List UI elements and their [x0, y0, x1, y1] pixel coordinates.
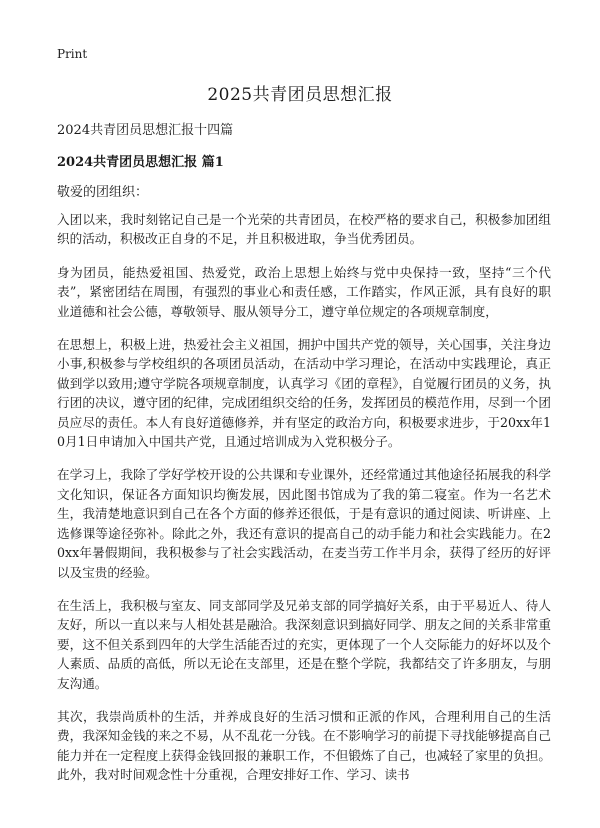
- document-body: [57, 210, 551, 799]
- paragraph: 在思想上，积极上进，热爱社会主义祖国，拥护中国共产党的领导，关心国事，关注身边小事,积极参与学校组织的各项团员活动，在活动中学习理论，在活动中实践理论，真正做到学以致用;遵守学院各项规章制度，认真学习《团的章程》，自觉履行团员的义务，执行团的决议，遵守团的纪律，完成团组织交给的任务，发挥团员的模范作用，尽到一个团员应尽的责任。本人有良好道德修养，并有坚定的政治方向，积极要求进步，于20xx年10月1日申请加入中国共产党，且通过培训成为入党积极分子。: [57, 337, 551, 450]
- paragraph: 在学习上，我除了学好学校开设的公共课和专业课外，还经常通过其他途径拓展我的科学文化知识，保证各方面知识均衡发展，因此图书馆成为了我的第二寝室。作为一名艺术生，我清楚地意识到自己在各个方面的修养还很低，于是有意识的通过阅读、听讲座、上选修课等途径弥补。除此之外，我还有意识的提高自己的动手能力和社会实践能力。在20xx年暑假期间，我积极参与了社会实践活动，在麦当劳工作半月余，获得了经历的好评以及宝贵的经验。: [57, 467, 551, 580]
- salutation: 敬爱的团组织：: [57, 185, 149, 200]
- paragraph: 其次，我崇尚质朴的生活，并养成良好的生活习惯和正派的作风，合理利用自己的生活费，我深知金钱的来之不易，从不乱花一分钱。在不影响学习的前提下寻找能够提高自己能力并在一定程度上获得金钱回报的兼职工作，不但锻炼了自己，也减轻了家里的负担。此外，我对时间观念性十分重视，合理安排好工作、学习、读书: [57, 708, 551, 783]
- paragraph: 入团以来，我时刻铭记自己是一个光荣的共青团员，在校严格的要求自己，积极参加团组织的活动，积极改正自身的不足，并且积极进取，争当优秀团员。: [57, 212, 551, 247]
- print-link[interactable]: Print: [57, 47, 88, 61]
- paragraph: 身为团员，能热爱祖国、热爱党，政治上思想上始终与党中央保持一致，坚持“三个代表”，紧密团结在周围，有强烈的事业心和责任感，工作踏实，作风正派，具有良好的职业道德和社会公德，尊敬领导、服从领导分工，遵守单位规定的各项规章制度，: [57, 264, 551, 319]
- page-title: 2025共青团员思想汇报: [207, 85, 393, 105]
- document-subtitle: 2024共青团员思想汇报十四篇: [57, 123, 234, 138]
- paragraph: 在生活上，我积极与室友、同支部同学及兄弟支部的同学搞好关系，由于平易近人、待人友好，所以一直以来与人相处甚是融洽。我深刻意识到搞好同学、朋友之间的关系非常重要，这不但关系到四年的大学生活能否过的充实，更体现了一个人交际能力的好坏以及个人素质、品质的高低，所以无论在支部里，还是在整个学院，我都结交了许多朋友，与朋友沟通。: [57, 597, 551, 691]
- section-heading: 2024共青团员思想汇报 篇1: [57, 155, 224, 170]
